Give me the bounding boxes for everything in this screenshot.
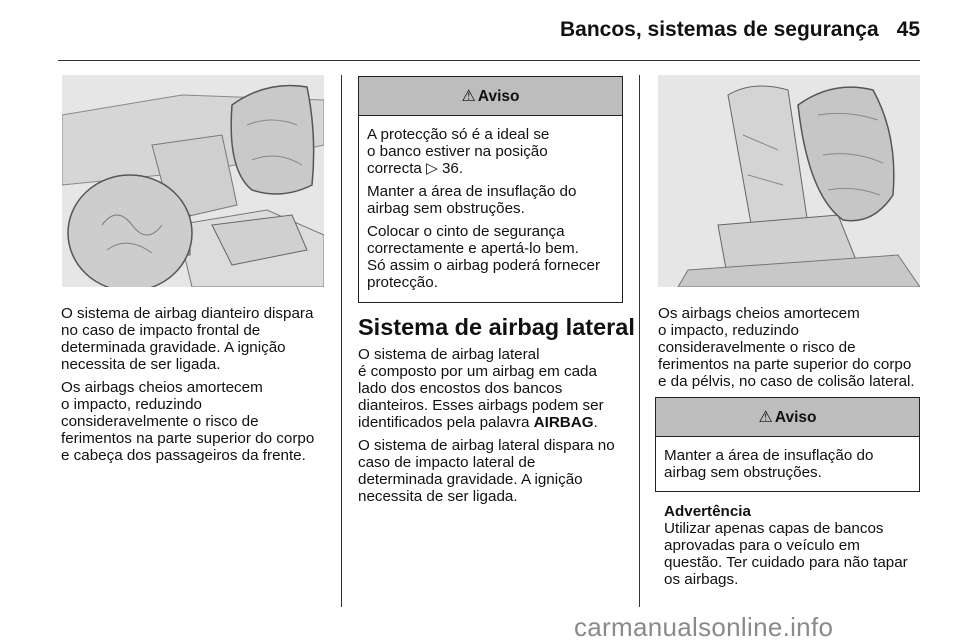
front-airbag-effect-paragraph: Os airbags cheios amortecem o impacto, reduzindo consideravelmente o risco de ferimentos na parte superior do corpo e cabeça dos passageiros da frente.	[61, 379, 315, 464]
column-divider-left	[341, 75, 342, 607]
warning-header	[359, 77, 622, 116]
side-airbag-paragraph	[358, 346, 634, 431]
side-airbag-illustration	[658, 75, 920, 287]
warning-title: Aviso	[477, 87, 520, 105]
airbag-keyword: AIRBAG	[533, 414, 594, 431]
warning-text: A protecção só é a ideal se o banco estiver na posição correcta ▷ 36.	[367, 126, 550, 177]
front-airbag-drawing	[62, 75, 324, 287]
warning-header	[656, 398, 919, 437]
page-title: Bancos, sistemas de segurança	[560, 18, 879, 41]
side-airbag-text-end: .	[593, 414, 598, 431]
header-divider	[58, 60, 920, 61]
warning-box-seat-airbag	[358, 76, 623, 303]
watermark: carmanualsonline.info	[574, 612, 834, 642]
front-airbag-paragraph: O sistema de airbag dianteiro dispara no caso de impacto frontal de determinada gravidade. A ignição necessita de ser ligada.	[61, 305, 314, 373]
right-column-text	[658, 305, 930, 396]
warning-triangle-icon: ⚠	[758, 408, 773, 426]
side-airbag-drawing	[658, 75, 920, 287]
left-column-text	[61, 305, 333, 470]
side-airbag-effect-paragraph: Os airbags cheios amortecem o impacto, reduzindo consideravelmente o risco de ferimentos na parte superior do corpo e da pélvis, no caso de colisão lateral.	[658, 305, 915, 390]
middle-column-text	[358, 346, 634, 511]
column-divider-right	[639, 75, 640, 607]
front-airbag-illustration	[62, 75, 324, 287]
side-airbag-trigger-paragraph: O sistema de airbag lateral dispara no caso de impacto lateral de determinada gravidade. A ignição necessita de ser ligada.	[358, 437, 615, 505]
warning-text: Colocar o cinto de segurança correctamente e apertá-lo bem. Só assim o airbag poderá fornecer protecção.	[367, 223, 601, 291]
section-title: Sistema de airbag lateral	[358, 314, 635, 340]
note-block	[664, 503, 928, 594]
warning-text: Manter a área de insuflação do airbag sem obstruções.	[664, 447, 874, 481]
page-number: 45	[896, 18, 920, 41]
note-text: Utilizar apenas capas de bancos aprovadas para o veículo em questão. Ter cuidado para não tapar os airbags.	[664, 520, 908, 588]
warning-title: Aviso	[774, 408, 817, 426]
warning-text: Manter a área de insuflação do airbag sem obstruções.	[367, 183, 577, 217]
side-airbag-text: O sistema de airbag lateral é composto por um airbag em cada lado dos encostos dos bancos dianteiros. Esses airbags podem ser identificados pela palavra	[358, 346, 604, 431]
warning-triangle-icon: ⚠	[461, 87, 476, 105]
note-title: Advertência	[664, 503, 751, 520]
warning-box-side-airbag	[655, 397, 920, 492]
